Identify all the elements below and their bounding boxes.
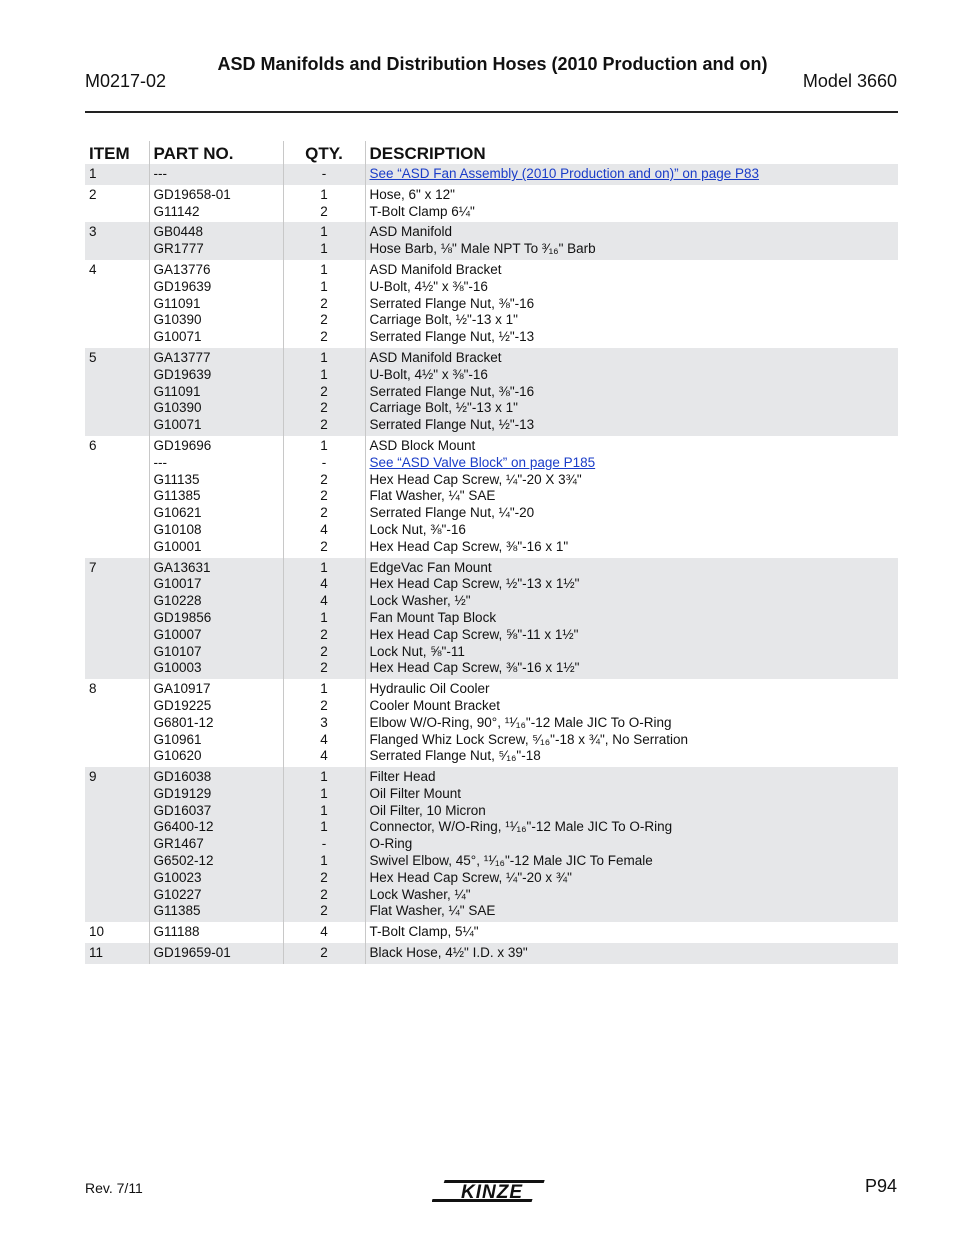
description: T-Bolt Clamp 6¼" bbox=[369, 203, 475, 219]
part-number: G11135 bbox=[153, 471, 200, 487]
quantity: 1 bbox=[320, 437, 328, 453]
quantity-cell bbox=[283, 558, 365, 680]
description: O-Ring bbox=[369, 836, 413, 852]
item-number: 6 bbox=[89, 437, 97, 453]
description-cell bbox=[365, 558, 898, 680]
description: Hex Head Cap Screw, ⅜"-16 x 1½" bbox=[369, 660, 580, 676]
quantity: 1 bbox=[320, 261, 328, 277]
quantity: 1 bbox=[320, 366, 328, 382]
description: Serrated Flange Nut, ⁵⁄₁₆"-18 bbox=[369, 748, 541, 764]
quantity: 1 bbox=[320, 819, 328, 835]
quantity: 2 bbox=[320, 505, 328, 521]
part-number: G10007 bbox=[153, 626, 202, 642]
part-number: G11385 bbox=[153, 488, 201, 504]
part-number: GD19658-01 bbox=[153, 186, 231, 202]
document-number: M0217-02 bbox=[85, 71, 167, 91]
quantity: - bbox=[321, 836, 327, 852]
part-number: GA13631 bbox=[153, 559, 211, 575]
item-number: 11 bbox=[89, 945, 104, 961]
quantity: 2 bbox=[320, 312, 328, 328]
description: ASD Block Mount bbox=[369, 437, 476, 453]
item-number: 3 bbox=[89, 224, 97, 240]
description: Hex Head Cap Screw, ¼"-20 X 3¾" bbox=[369, 471, 582, 487]
table-row bbox=[85, 348, 898, 436]
page-title: ASD Manifolds and Distribution Hoses (2010 Production and on) bbox=[217, 54, 768, 74]
description: EdgeVac Fan Mount bbox=[369, 559, 492, 575]
item-number-cell bbox=[85, 767, 149, 922]
table-row bbox=[85, 164, 898, 185]
quantity: 4 bbox=[320, 593, 328, 609]
part-number: --- bbox=[153, 166, 167, 181]
description-cell bbox=[365, 260, 898, 348]
table-row bbox=[85, 185, 898, 223]
description: Serrated Flange Nut, ¼"-20 bbox=[369, 505, 535, 521]
quantity: - bbox=[321, 166, 327, 181]
part-number: G10108 bbox=[153, 521, 202, 537]
item-number: 4 bbox=[89, 261, 97, 277]
part-number: G10228 bbox=[153, 593, 202, 609]
item-number: 10 bbox=[89, 924, 105, 940]
description: U-Bolt, 4½" x ⅜"-16 bbox=[369, 278, 488, 294]
quantity: 2 bbox=[320, 295, 328, 311]
quantity-cell bbox=[283, 222, 365, 260]
quantity: 2 bbox=[320, 626, 328, 642]
item-number: 5 bbox=[89, 349, 97, 365]
column-header-description: DESCRIPTION bbox=[365, 141, 898, 164]
quantity-cell bbox=[283, 348, 365, 436]
quantity: 4 bbox=[320, 748, 328, 764]
part-number-cell bbox=[149, 767, 283, 922]
part-number: G11142 bbox=[153, 203, 200, 219]
part-number: G10071 bbox=[153, 417, 202, 433]
description: Lock Washer, ¼" bbox=[369, 886, 471, 902]
quantity-cell bbox=[283, 767, 365, 922]
description: Serrated Flange Nut, ⅜"-16 bbox=[369, 383, 535, 399]
part-number-cell bbox=[149, 943, 283, 964]
table-row bbox=[85, 943, 898, 964]
description: U-Bolt, 4½" x ⅜"-16 bbox=[369, 366, 488, 382]
description: Connector, W/O-Ring, ¹¹⁄₁₆"-12 Male JIC To O-Ring bbox=[369, 819, 673, 835]
table-row bbox=[85, 767, 898, 922]
quantity: 4 bbox=[320, 576, 328, 592]
part-number: GD19696 bbox=[153, 437, 212, 453]
table-row bbox=[85, 679, 898, 767]
part-number: G10961 bbox=[153, 731, 202, 747]
quantity: 2 bbox=[320, 660, 328, 676]
quantity: 3 bbox=[320, 714, 328, 730]
part-number: GD19639 bbox=[153, 366, 212, 382]
quantity: 2 bbox=[320, 903, 328, 919]
part-number: G6801-12 bbox=[153, 714, 214, 730]
part-number-cell bbox=[149, 436, 283, 558]
kinze-logo bbox=[432, 1176, 552, 1206]
part-number: GA10917 bbox=[153, 681, 211, 697]
quantity: 2 bbox=[320, 538, 328, 554]
part-number-cell bbox=[149, 222, 283, 260]
quantity-cell bbox=[283, 260, 365, 348]
description: Oil Filter Mount bbox=[369, 785, 462, 801]
part-number: G6400-12 bbox=[153, 819, 214, 835]
quantity-cell bbox=[283, 185, 365, 223]
item-number-cell bbox=[85, 185, 149, 223]
quantity: 2 bbox=[320, 203, 328, 219]
part-number-cell bbox=[149, 348, 283, 436]
part-number-cell bbox=[149, 922, 283, 943]
part-number: G10017 bbox=[153, 576, 202, 592]
part-number-cell bbox=[149, 679, 283, 767]
description: ASD Manifold Bracket bbox=[369, 349, 502, 365]
description: Serrated Flange Nut, ½"-13 bbox=[369, 417, 535, 433]
description: Flat Washer, ¼" SAE bbox=[369, 488, 496, 504]
part-number-cell bbox=[149, 185, 283, 223]
part-number: GD19225 bbox=[153, 697, 212, 713]
item-number: 8 bbox=[89, 681, 97, 697]
description-cell bbox=[365, 922, 898, 943]
description: Hose Barb, ⅛" Male NPT To ³⁄₁₆" Barb bbox=[369, 241, 596, 257]
part-number: G6502-12 bbox=[153, 853, 214, 869]
description: Lock Nut, ⅜"-16 bbox=[369, 521, 466, 537]
table-row bbox=[85, 222, 898, 260]
item-number: 2 bbox=[89, 186, 97, 202]
table-row bbox=[85, 922, 898, 943]
column-header-part-no: PART NO. bbox=[149, 141, 283, 164]
description: Hose, 6" x 12" bbox=[369, 186, 455, 202]
kinze-logo-text: KINZE bbox=[461, 1182, 523, 1203]
description-cell bbox=[365, 767, 898, 922]
part-number: G10620 bbox=[153, 748, 202, 764]
quantity-cell bbox=[283, 922, 365, 943]
description: Swivel Elbow, 45°, ¹¹⁄₁₆"-12 Male JIC To Female bbox=[369, 853, 653, 869]
part-number: GR1777 bbox=[153, 241, 204, 257]
quantity: 2 bbox=[320, 329, 328, 345]
description: ASD Manifold bbox=[369, 224, 453, 240]
description: T-Bolt Clamp, 5¼" bbox=[369, 924, 479, 940]
table-row bbox=[85, 558, 898, 680]
description: Flanged Whiz Lock Screw, ⁵⁄₁₆"-18 x ¾", No Serration bbox=[369, 731, 689, 747]
item-number-cell bbox=[85, 164, 149, 185]
quantity: 4 bbox=[320, 521, 328, 537]
header-divider bbox=[85, 111, 898, 113]
part-number-cell bbox=[149, 558, 283, 680]
page-number: P94 bbox=[864, 1176, 897, 1196]
item-number-cell bbox=[85, 436, 149, 558]
quantity: 1 bbox=[320, 241, 328, 257]
quantity: 2 bbox=[320, 400, 328, 416]
item-number-cell bbox=[85, 222, 149, 260]
part-number: GD19659-01 bbox=[153, 945, 231, 961]
quantity-cell bbox=[283, 943, 365, 964]
description: Fan Mount Tap Block bbox=[369, 609, 497, 625]
description: Lock Nut, ⅝"-11 bbox=[369, 643, 465, 659]
page-reference-link[interactable]: See “ASD Valve Block” on page P185 bbox=[369, 454, 596, 470]
item-number-cell bbox=[85, 943, 149, 964]
description-cell bbox=[365, 679, 898, 767]
description: Hex Head Cap Screw, ⅜"-16 x 1" bbox=[369, 538, 569, 554]
quantity: 2 bbox=[320, 471, 328, 487]
part-number: G10227 bbox=[153, 886, 202, 902]
quantity: 1 bbox=[320, 559, 328, 575]
part-number: GB0448 bbox=[153, 224, 204, 240]
description-cell bbox=[365, 185, 898, 223]
item-number-cell bbox=[85, 260, 149, 348]
description: Hydraulic Oil Cooler bbox=[369, 681, 490, 697]
part-number: GD19856 bbox=[153, 609, 212, 625]
description-cell bbox=[365, 222, 898, 260]
quantity: 1 bbox=[320, 278, 328, 294]
quantity: 2 bbox=[320, 945, 328, 961]
quantity-cell bbox=[283, 164, 365, 185]
description: Serrated Flange Nut, ⅜"-16 bbox=[369, 295, 535, 311]
part-number-cell bbox=[149, 164, 283, 185]
description: Hex Head Cap Screw, ⅝"-11 x 1½" bbox=[369, 626, 579, 642]
column-header-item: ITEM bbox=[89, 144, 130, 163]
item-number: 7 bbox=[89, 559, 97, 575]
description: Carriage Bolt, ½"-13 x 1" bbox=[369, 400, 518, 416]
part-number: GD19639 bbox=[153, 278, 212, 294]
description-cell bbox=[365, 943, 898, 964]
quantity: 2 bbox=[320, 886, 328, 902]
part-number: GD19129 bbox=[153, 785, 212, 801]
part-number: G11091 bbox=[153, 295, 201, 311]
description: Elbow W/O-Ring, 90°, ¹¹⁄₁₆"-12 Male JIC To O-Ring bbox=[369, 714, 672, 730]
item-number-cell bbox=[85, 922, 149, 943]
quantity: 2 bbox=[320, 869, 328, 885]
part-number-cell bbox=[149, 260, 283, 348]
table-row bbox=[85, 436, 898, 558]
item-number-cell bbox=[85, 348, 149, 436]
description: Serrated Flange Nut, ½"-13 bbox=[369, 329, 535, 345]
description: Filter Head bbox=[369, 769, 436, 785]
part-number: G10390 bbox=[153, 400, 202, 416]
column-header-qty: QTY. bbox=[283, 141, 365, 164]
part-number: --- bbox=[153, 454, 167, 470]
description-cell bbox=[365, 348, 898, 436]
part-number: G10023 bbox=[153, 869, 202, 885]
item-number: 9 bbox=[89, 769, 97, 785]
description-cell bbox=[365, 436, 898, 558]
quantity: 2 bbox=[320, 383, 328, 399]
description: Oil Filter, 10 Micron bbox=[369, 802, 486, 818]
quantity-cell bbox=[283, 436, 365, 558]
quantity: 1 bbox=[320, 224, 328, 240]
part-number: G11385 bbox=[153, 903, 201, 919]
part-number: GA13777 bbox=[153, 349, 211, 365]
parts-table bbox=[85, 141, 898, 964]
quantity: 2 bbox=[320, 488, 328, 504]
quantity: 1 bbox=[320, 802, 328, 818]
quantity: 1 bbox=[320, 349, 328, 365]
description: Lock Washer, ½" bbox=[369, 593, 471, 609]
description: ASD Manifold Bracket bbox=[369, 261, 502, 277]
quantity: 2 bbox=[320, 643, 328, 659]
item-number-cell bbox=[85, 558, 149, 680]
quantity: 1 bbox=[320, 609, 328, 625]
quantity: 1 bbox=[320, 785, 328, 801]
quantity: 2 bbox=[320, 417, 328, 433]
table-header-row bbox=[85, 141, 898, 164]
part-number: G10003 bbox=[153, 660, 202, 676]
quantity: 1 bbox=[320, 186, 328, 202]
part-number: G10621 bbox=[153, 505, 202, 521]
description-cell bbox=[365, 164, 898, 185]
item-number: 1 bbox=[89, 166, 97, 181]
part-number: GA13776 bbox=[153, 261, 211, 277]
item-number-cell bbox=[85, 679, 149, 767]
part-number: G10001 bbox=[153, 538, 202, 554]
quantity: 1 bbox=[320, 681, 328, 697]
description: Flat Washer, ¼" SAE bbox=[369, 903, 496, 919]
part-number: G11091 bbox=[153, 383, 201, 399]
table-row bbox=[85, 260, 898, 348]
description: Carriage Bolt, ½"-13 x 1" bbox=[369, 312, 518, 328]
quantity: 4 bbox=[320, 924, 328, 940]
quantity: 2 bbox=[320, 697, 328, 713]
model-name: Model 3660 bbox=[802, 71, 897, 91]
revision-label: Rev. 7/11 bbox=[85, 1180, 143, 1196]
parts-table-body bbox=[85, 164, 898, 964]
part-number: GR1467 bbox=[153, 836, 204, 852]
description: Black Hose, 4½" I.D. x 39" bbox=[369, 945, 528, 961]
quantity: 1 bbox=[320, 853, 328, 869]
quantity: 1 bbox=[320, 769, 328, 785]
description: Hex Head Cap Screw, ½"-13 x 1½" bbox=[369, 576, 580, 592]
description: Cooler Mount Bracket bbox=[369, 697, 501, 713]
page-reference-link[interactable]: See “ASD Fan Assembly (2010 Production and on)” on page P83 bbox=[369, 166, 759, 181]
part-number: GD16037 bbox=[153, 802, 212, 818]
part-number: G11188 bbox=[153, 924, 200, 940]
part-number: G10107 bbox=[153, 643, 202, 659]
part-number: G10390 bbox=[153, 312, 202, 328]
quantity: - bbox=[321, 454, 327, 470]
quantity: 4 bbox=[320, 731, 328, 747]
description: Hex Head Cap Screw, ¼"-20 x ¾" bbox=[369, 869, 572, 885]
part-number: GD16038 bbox=[153, 769, 212, 785]
part-number: G10071 bbox=[153, 329, 202, 345]
quantity-cell bbox=[283, 679, 365, 767]
